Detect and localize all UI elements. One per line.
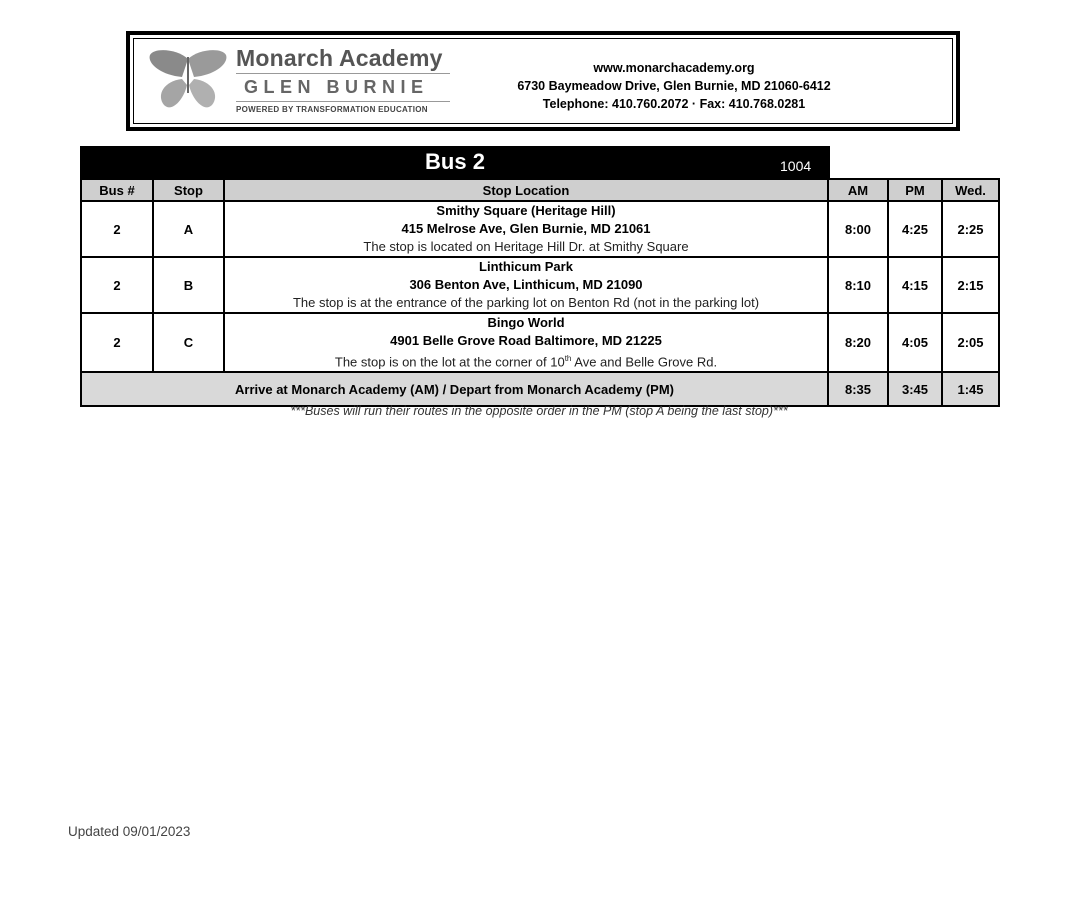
updated-date: Updated 09/01/2023 — [68, 824, 191, 839]
column-header-am: AM — [828, 179, 888, 201]
bus-number: 1004 — [780, 158, 812, 174]
phone-fax-text: Telephone: 410.760.2072 · Fax: 410.768.0281 — [542, 97, 806, 111]
column-header-bus: Bus # — [81, 179, 153, 201]
brand-name: Monarch Academy — [236, 45, 443, 71]
stop-cell: B — [153, 257, 224, 313]
bus-cell: 2 — [81, 257, 153, 313]
location-cell — [224, 313, 828, 372]
column-header-wed: Wed. — [942, 179, 999, 201]
arrival-wed-time: 1:45 — [942, 372, 999, 406]
pm-time: 4:25 — [888, 201, 942, 257]
stop-name: Linthicum Park — [479, 259, 573, 274]
stop-name: Smithy Square (Heritage Hill) — [436, 203, 616, 218]
location-cell — [224, 201, 828, 257]
stop-note: The stop is at the entrance of the parking lot on Benton Rd (not in the parking lot) — [292, 295, 760, 310]
contact-block — [474, 59, 874, 113]
am-time: 8:20 — [828, 313, 888, 372]
pm-time: 4:05 — [888, 313, 942, 372]
stop-address: 306 Benton Ave, Linthicum, MD 21090 — [409, 277, 643, 292]
stop-name: Bingo World — [487, 315, 565, 330]
stop-address: 4901 Belle Grove Road Baltimore, MD 21225 — [390, 333, 662, 348]
stop-note-after: Ave and Belle Grove Rd. — [571, 354, 718, 370]
table-header-row — [81, 179, 999, 201]
brand-tagline: POWERED BY TRANSFORMATION EDUCATION — [236, 105, 428, 114]
stop-note — [225, 350, 827, 371]
bus-title-bar — [80, 146, 830, 179]
pm-time: 4:15 — [888, 257, 942, 313]
column-header-location: Stop Location — [224, 179, 828, 201]
school-header — [126, 31, 960, 131]
wed-time: 2:15 — [942, 257, 999, 313]
stop-note-superscript: th — [564, 354, 572, 363]
arrival-am-time: 8:35 — [828, 372, 888, 406]
bus-cell: 2 — [81, 201, 153, 257]
bus-title: Bus 2 — [425, 149, 485, 174]
stop-cell: C — [153, 313, 224, 372]
brand-location: GLEN BURNIE — [244, 77, 429, 97]
table-row — [81, 201, 999, 257]
location-cell — [224, 257, 828, 313]
arrival-row — [81, 372, 999, 406]
table-row — [81, 313, 999, 372]
am-time: 8:10 — [828, 257, 888, 313]
stop-note: The stop is located on Heritage Hill Dr. at Smithy Square — [363, 239, 689, 254]
stop-cell: A — [153, 201, 224, 257]
table-row — [81, 257, 999, 313]
address-text: 6730 Baymeadow Drive, Glen Burnie, MD 21060-6412 — [517, 79, 831, 93]
wed-time: 2:05 — [942, 313, 999, 372]
arrival-label: Arrive at Monarch Academy (AM) / Depart from Monarch Academy (PM) — [81, 372, 828, 406]
stop-note-before: The stop is on the lot at the corner of 10 — [334, 354, 565, 370]
brand-divider-bottom — [236, 101, 450, 102]
brand-divider-top — [236, 73, 450, 74]
wed-time: 2:25 — [942, 201, 999, 257]
stop-address: 415 Melrose Ave, Glen Burnie, MD 21061 — [401, 221, 651, 236]
am-time: 8:00 — [828, 201, 888, 257]
butterfly-icon — [148, 47, 228, 113]
column-header-pm: PM — [888, 179, 942, 201]
route-footnote: ***Buses will run their routes in the opposite order in the PM (stop A being the last stop)*** — [290, 404, 788, 418]
website-text: www.monarchacademy.org — [593, 61, 755, 75]
arrival-pm-time: 3:45 — [888, 372, 942, 406]
column-header-stop: Stop — [153, 179, 224, 201]
school-header-inner — [133, 38, 953, 124]
bus-cell: 2 — [81, 313, 153, 372]
schedule-table — [80, 178, 1000, 407]
